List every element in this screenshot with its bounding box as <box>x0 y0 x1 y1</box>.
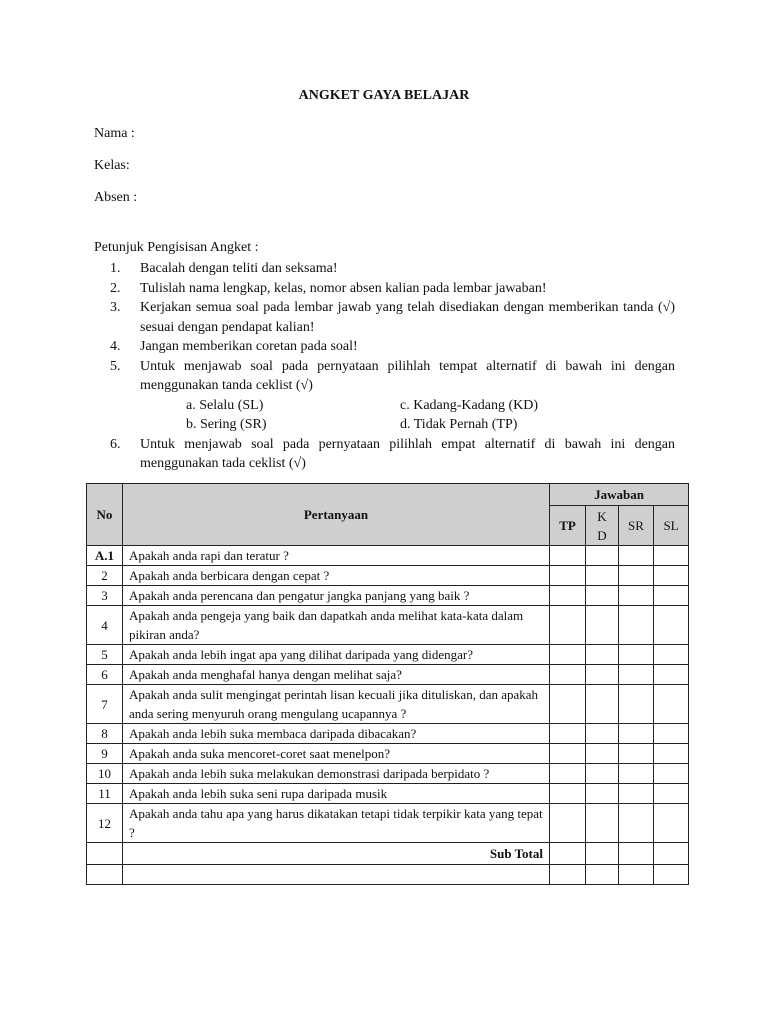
answer-cell[interactable] <box>654 764 689 784</box>
answer-cell[interactable] <box>586 586 619 606</box>
table-row <box>87 744 689 764</box>
question-text: Apakah anda suka mencoret-coret saat menelpon? <box>123 744 550 764</box>
answer-cell[interactable] <box>550 843 586 865</box>
answer-cell[interactable] <box>550 764 586 784</box>
answer-cell[interactable] <box>654 606 689 645</box>
answer-cell[interactable] <box>586 804 619 843</box>
answer-cell[interactable] <box>619 586 654 606</box>
answer-cell[interactable] <box>550 665 586 685</box>
answer-col-sl: SL <box>654 506 689 546</box>
question-number: 9 <box>87 744 123 764</box>
answer-cell[interactable] <box>619 843 654 865</box>
blank-cell <box>123 865 550 885</box>
answer-cell[interactable] <box>550 645 586 665</box>
answer-cell[interactable] <box>654 566 689 586</box>
answer-cell[interactable] <box>654 744 689 764</box>
answer-cell[interactable] <box>550 566 586 586</box>
blank-row <box>87 865 689 885</box>
answer-cell[interactable] <box>654 865 689 885</box>
instructions-heading: Petunjuk Pengisisan Angket : <box>94 240 259 255</box>
answer-cell[interactable] <box>586 665 619 685</box>
attendance-field-label: Absen : <box>94 190 138 205</box>
question-text: Apakah anda sulit mengingat perintah lisan kecuali jika dituliskan, dan apakah anda sering menyuruh orang mengulang ucapannya ? <box>123 685 550 724</box>
class-field-label: Kelas: <box>94 158 130 173</box>
question-text: Apakah anda lebih ingat apa yang dilihat daripada yang didengar? <box>123 645 550 665</box>
question-number: 6 <box>87 665 123 685</box>
question-number: A.1 <box>87 546 123 566</box>
option-selalu: a. Selalu (SL) <box>186 397 264 413</box>
table-row <box>87 665 689 685</box>
answer-cell[interactable] <box>619 784 654 804</box>
question-number: 8 <box>87 724 123 744</box>
answer-cell[interactable] <box>619 724 654 744</box>
answer-cell[interactable] <box>654 685 689 724</box>
answer-cell[interactable] <box>619 566 654 586</box>
answer-options <box>186 396 675 435</box>
answer-cell[interactable] <box>619 764 654 784</box>
subtotal-label: Sub Total <box>123 843 550 865</box>
answer-cell[interactable] <box>586 606 619 645</box>
question-text: Apakah anda lebih suka membaca daripada dibacakan? <box>123 724 550 744</box>
answer-cell[interactable] <box>550 865 586 885</box>
questionnaire-table <box>86 483 689 885</box>
answer-cell[interactable] <box>619 645 654 665</box>
question-number: 12 <box>87 804 123 843</box>
question-number: 4 <box>87 606 123 645</box>
subtotal-blank <box>87 843 123 865</box>
answer-cell[interactable] <box>550 724 586 744</box>
question-text: Apakah anda perencana dan pengatur jangka panjang yang baik ? <box>123 586 550 606</box>
answer-cell[interactable] <box>619 685 654 724</box>
answer-cell[interactable] <box>550 744 586 764</box>
table-row <box>87 764 689 784</box>
answer-cell[interactable] <box>550 804 586 843</box>
table-row <box>87 645 689 665</box>
table-row <box>87 784 689 804</box>
answer-cell[interactable] <box>654 586 689 606</box>
instructions-list <box>110 259 675 474</box>
answer-cell[interactable] <box>586 566 619 586</box>
answer-cell[interactable] <box>586 843 619 865</box>
answer-cell[interactable] <box>654 804 689 843</box>
answer-cell[interactable] <box>586 546 619 566</box>
question-number: 7 <box>87 685 123 724</box>
question-number: 3 <box>87 586 123 606</box>
answer-col-tp: TP <box>550 506 586 546</box>
question-text: Apakah anda rapi dan teratur ? <box>123 546 550 566</box>
name-field-label: Nama : <box>94 126 135 141</box>
instruction-item: 5. Untuk menjawab soal pada pernyataan pilihlah tempat alternatif di bawah ini dengan menggunakan tanda ceklist (√) a. Selalu (SL) c. Kadang-Kadang (KD) b. Sering (SR) d. Tidak Pernah (TP) <box>110 357 675 435</box>
answer-col-sr: SR <box>619 506 654 546</box>
instruction-item: 1. Bacalah dengan teliti dan seksama! <box>110 261 338 276</box>
question-text: Apakah anda menghafal hanya dengan melihat saja? <box>123 665 550 685</box>
answer-cell[interactable] <box>654 665 689 685</box>
option-kadang: c. Kadang-Kadang (KD) <box>400 397 538 413</box>
question-number: 2 <box>87 566 123 586</box>
answer-cell[interactable] <box>550 606 586 645</box>
table-row <box>87 804 689 843</box>
column-header-answer: Jawaban <box>550 484 689 506</box>
answer-cell[interactable] <box>550 784 586 804</box>
table-row <box>87 546 689 566</box>
instruction-item: 3. Kerjakan semua soal pada lembar jawab yang telah disediakan dengan memberikan tanda (√) sesuai dengan pendapat kalian! <box>110 300 675 335</box>
answer-cell[interactable] <box>654 843 689 865</box>
document-title: ANGKET GAYA BELAJAR <box>298 88 470 103</box>
column-header-no: No <box>87 484 123 546</box>
question-text: Apakah anda berbicara dengan cepat ? <box>123 566 550 586</box>
answer-cell[interactable] <box>619 546 654 566</box>
answer-col-kd: K D <box>586 506 619 546</box>
table-row <box>87 606 689 645</box>
question-text: Apakah anda pengeja yang baik dan dapatkah anda melihat kata-kata dalam pikiran anda? <box>123 606 550 645</box>
answer-cell[interactable] <box>619 865 654 885</box>
question-text: Apakah anda tahu apa yang harus dikatakan tetapi tidak terpikir kata yang tepat ? <box>123 804 550 843</box>
column-header-question: Pertanyaan <box>123 484 550 546</box>
answer-cell[interactable] <box>586 744 619 764</box>
question-text: Apakah anda lebih suka melakukan demonstrasi daripada berpidato ? <box>123 764 550 784</box>
answer-cell[interactable] <box>619 804 654 843</box>
instruction-item: 6. Untuk menjawab soal pada pernyataan pilihlah empat alternatif di bawah ini dengan menggunakan tada ceklist (√) <box>110 436 675 471</box>
answer-cell[interactable] <box>586 764 619 784</box>
option-sering: b. Sering (SR) <box>186 417 267 432</box>
answer-cell[interactable] <box>619 744 654 764</box>
table-row <box>87 586 689 606</box>
answer-cell[interactable] <box>586 685 619 724</box>
answer-cell[interactable] <box>586 724 619 744</box>
answer-cell[interactable] <box>550 586 586 606</box>
answer-cell[interactable] <box>586 865 619 885</box>
question-number: 5 <box>87 645 123 665</box>
instruction-item: 4. Jangan memberikan coretan pada soal! <box>110 339 358 354</box>
answer-cell[interactable] <box>654 784 689 804</box>
answer-cell[interactable] <box>619 606 654 645</box>
answer-cell[interactable] <box>586 645 619 665</box>
answer-cell[interactable] <box>619 665 654 685</box>
answer-cell[interactable] <box>654 724 689 744</box>
answer-cell[interactable] <box>654 546 689 566</box>
answer-cell[interactable] <box>550 546 586 566</box>
answer-cell[interactable] <box>550 685 586 724</box>
table-row <box>87 566 689 586</box>
answer-cell[interactable] <box>654 645 689 665</box>
instruction-item: 2. Tulislah nama lengkap, kelas, nomor absen kalian pada lembar jawaban! <box>110 280 547 296</box>
table-row <box>87 724 689 744</box>
answer-cell[interactable] <box>586 784 619 804</box>
question-number: 11 <box>87 784 123 804</box>
subtotal-row <box>87 843 689 865</box>
blank-cell <box>87 865 123 885</box>
table-row <box>87 685 689 724</box>
question-number: 10 <box>87 764 123 784</box>
option-tidak-pernah: d. Tidak Pernah (TP) <box>400 417 518 432</box>
question-text: Apakah anda lebih suka seni rupa daripada musik <box>123 784 550 804</box>
